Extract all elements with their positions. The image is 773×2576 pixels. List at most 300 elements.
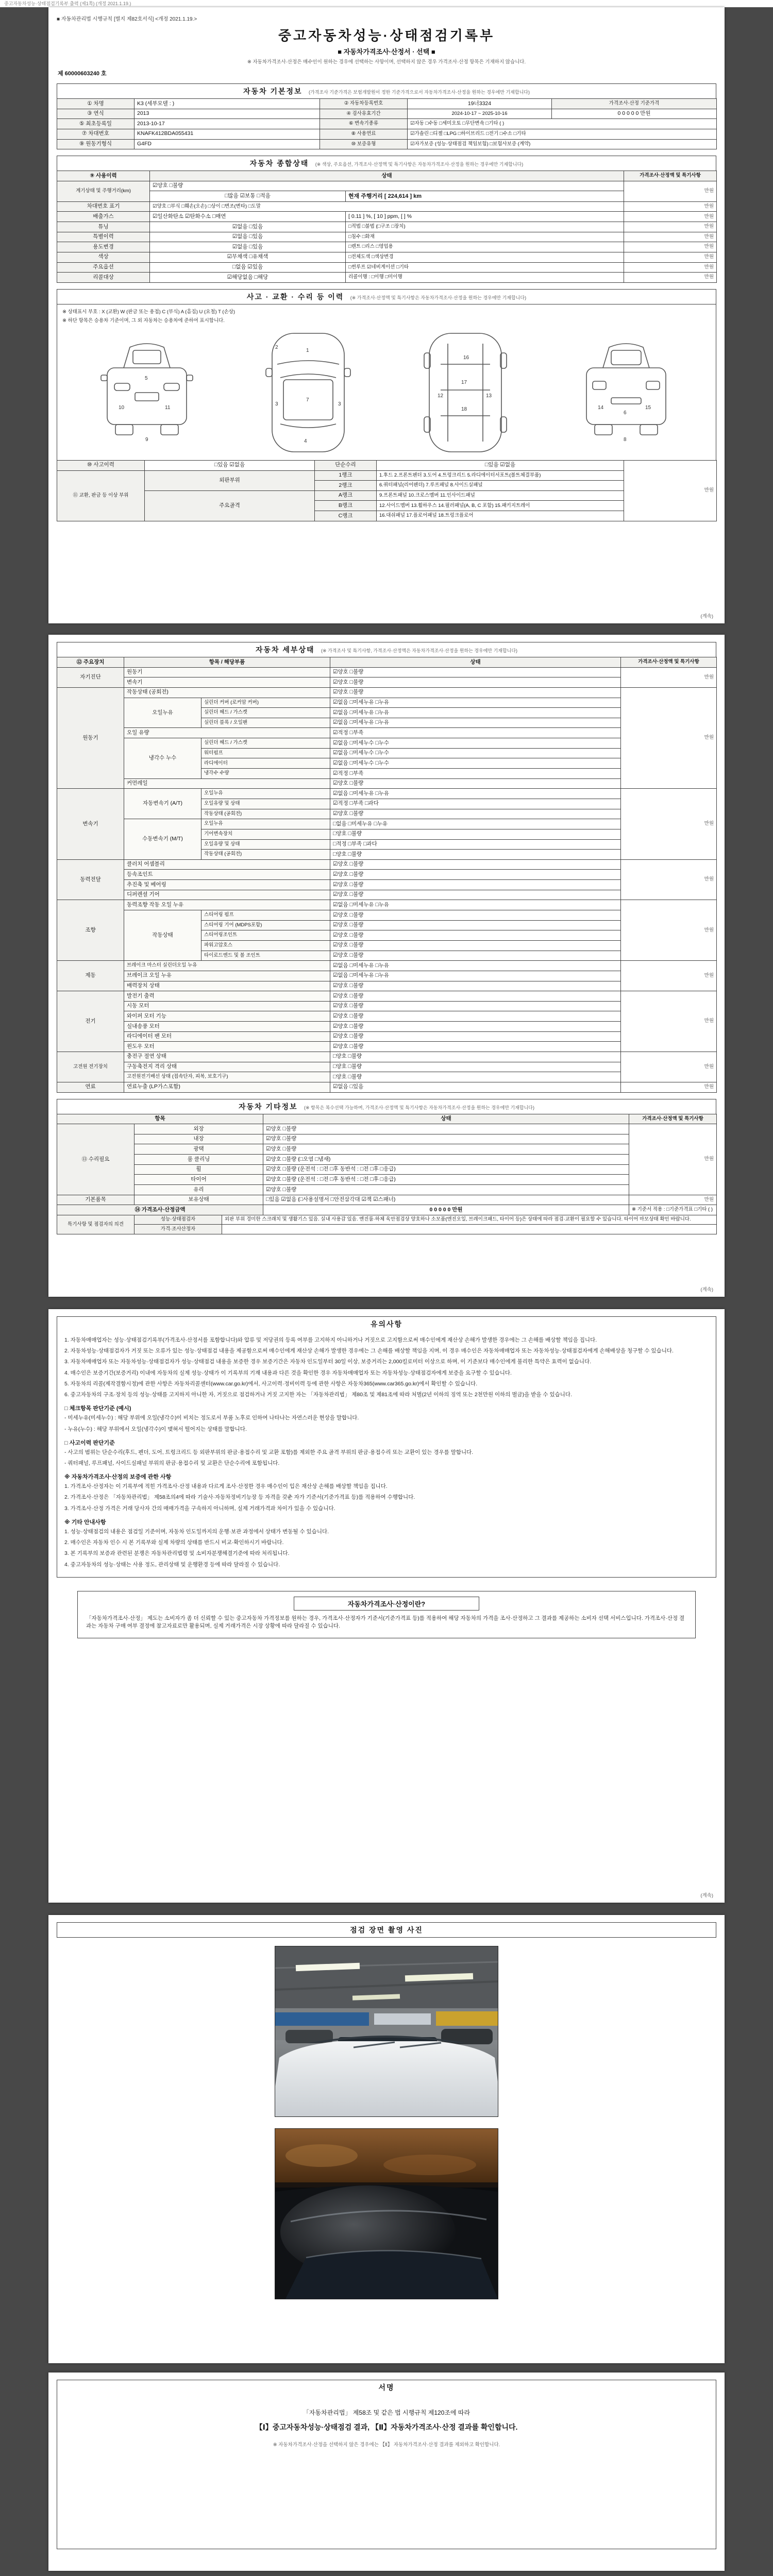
form-reference: ■ 자동차관리법 시행규칙 [별지 제82호서식] <개정 2021.1.19.> — [57, 16, 197, 22]
form-cell: 실린더 블록 / 오일팬 — [201, 718, 330, 728]
form-cell: 만원 — [621, 991, 717, 1052]
notice-paragraph: 3. 자동차매매업자 또는 자동차성능·상태점검자가 성능·상태점검 내용을 보증한 경우 보증기간은 자동차 인도일부터 30일 이상, 보증거리는 2,000킬로미터 이상으로 하며, 이 기준보다 매수인에게 불리한 특약은 효력이 없습니다. — [64, 1359, 592, 1365]
inspection-photos — [57, 1946, 716, 2311]
form-cell: B랭크 — [315, 501, 377, 511]
form-cell: 외판부위 — [145, 470, 315, 490]
notice-paragraph: 2. 매수인은 자동차 인수 시 본 기록부와 실제 차량의 상태를 반드시 비교·확인하시기 바랍니다. — [64, 1539, 284, 1546]
section-accident-title — [57, 289, 716, 304]
print-header-text: 중고자동차성능·상태점검기록부 출력 (제1쪽) (개정 2021.1.19.) — [4, 1, 131, 6]
form-cell: 주요옵션 — [57, 262, 150, 273]
damage-legend-note: ※ 하단 항목은 승용차 기준이며, 그 외 자동차는 승용차에 준하여 표시합니다. — [62, 317, 225, 324]
form-cell: 2013-10-17 — [135, 119, 320, 129]
form-cell: □적법 □불법 (□구조 □장치) — [346, 222, 624, 232]
form-cell: ⑫ 주요장치 — [57, 657, 124, 668]
form-cell: ☑양호 □불량 — [330, 1022, 621, 1032]
svg-text:6: 6 — [624, 410, 627, 416]
form-cell: ☑없음 □있음 — [150, 222, 346, 232]
notice-paragraph: 4. 중고자동차의 성능·상태는 사용 정도, 관리상태 및 운행환경 등에 따라 달라질 수 있습니다. — [64, 1561, 280, 1568]
form-cell: 만원 — [624, 460, 717, 521]
form-cell: □없음 ☑있음 — [150, 262, 346, 273]
svg-text:14: 14 — [598, 405, 604, 411]
accident-subtitle-text: (※ 가격조사·산정액 및 특기사항은 자동차가격조사·산정을 원하는 경우에만 기재합니다) — [350, 295, 527, 300]
form-cell: □없음 □미세누유 □누유 — [330, 819, 621, 829]
form-cell: ☑양호 □불량 — [330, 920, 621, 930]
section-notice-title — [57, 1316, 716, 1331]
form-cell: ☑양호 □불량 (운전석 : □전 □후 동반석 : □전 □후 □응급) — [263, 1164, 629, 1175]
form-cell: 만원 — [621, 789, 717, 859]
form-cell: 자동변속기 (A/T) — [124, 789, 201, 819]
form-cell: G4FD — [135, 139, 320, 149]
signature-statement-line-2: 【Ⅰ】중고자동차성능·상태점검 결과, 【Ⅱ】자동차가격조사·산정 결과를 확인합니다. — [255, 2423, 518, 2431]
form-cell: 외판 부위 경미한 스크래치 및 생활기스 있음. 실내 사용감 있음. 엔진룸·하체 육안점검상 양호하나 소모품(엔진오일, 브레이크패드, 타이어 등)은 상태에 따라 점검·교환이 필요할 수 있습니다. 타이어 마모상태 확인 바랍니다. — [222, 1215, 717, 1224]
inspection-photo-1 — [275, 1946, 498, 2117]
form-cell: 기본품목 — [57, 1195, 135, 1205]
form-cell: 타이로드엔드 및 볼 조인트 — [201, 951, 330, 961]
svg-text:9: 9 — [145, 437, 148, 443]
page-continuation-mark: (계속) — [700, 1893, 713, 1899]
detail-condition-table — [57, 657, 716, 1093]
notice-paragraph: 3. 본 기록부의 보증과 관련된 분쟁은 자동차관리법령 및 소비자분쟁해결기준에 따라 처리됩니다. — [64, 1550, 290, 1557]
form-cell: 실린더 헤드 / 가스켓 — [201, 738, 330, 749]
svg-text:18: 18 — [461, 406, 467, 412]
form-cell: ☑없음 □미세누유 □누유 — [330, 971, 621, 981]
form-cell: ☑양호 □불량 (□오염 □냄새) — [263, 1155, 629, 1165]
form-cell: 제동 — [57, 961, 124, 991]
form-cell: 시동 모터 — [124, 1001, 330, 1011]
form-cell: 만원 — [621, 961, 717, 991]
form-cell: 주요골격 — [145, 490, 315, 521]
form-cell: ☑없음 □미세누수 □누수 — [330, 738, 621, 749]
overall-title-text: 자동차 종합상태 — [249, 159, 309, 168]
form-cell: 만원 — [621, 1052, 717, 1082]
form-cell: 기어변속장치 — [201, 829, 330, 839]
form-cell: 외장 — [135, 1124, 263, 1134]
form-cell: 작동상태 — [124, 910, 201, 961]
form-cell: 보유상태 — [135, 1195, 263, 1205]
form-cell: 라디에이터 팬 모터 — [124, 1031, 330, 1042]
form-cell: ☑적정 □부족 □과다 — [330, 799, 621, 809]
form-cell: ☑양호 □불량 — [330, 951, 621, 961]
form-cell: □침수 □화재 — [346, 232, 624, 242]
svg-text:11: 11 — [165, 405, 171, 411]
page-continuation-mark: (계속) — [700, 614, 713, 619]
form-cell: 오일누유 — [201, 819, 330, 829]
form-cell: □양호 □불량 — [330, 1062, 621, 1072]
form-cell: ☑무채색 □유채색 — [150, 252, 346, 262]
notice-paragraph: - 쿼터패널, 루프패널, 사이드실패널 부위의 판금·용접수리 및 교환은 단순수리에 포함됩니다. — [64, 1460, 280, 1466]
form-cell: ☑양호 □불량 — [330, 667, 621, 677]
form-cell: ☑없음 □있음 — [150, 242, 346, 252]
form-cell: 동력전달 — [57, 859, 124, 900]
form-cell: ☑없음 □미세누유 □누유 — [330, 900, 621, 910]
form-cell: 만원 — [629, 1124, 717, 1195]
form-cell: 연료누출 (LP가스포함) — [124, 1082, 330, 1092]
notice-heading: ※ 기타 안내사항 — [64, 1519, 106, 1526]
form-cell: 윈도우 모터 — [124, 1042, 330, 1052]
form-cell: 브레이크 마스터 실린더오일 누유 — [124, 961, 330, 971]
form-cell: ⑬ 수리필요 — [57, 1124, 135, 1195]
form-cell: 실린더 커버 (로커암 커버) — [201, 698, 330, 708]
form-cell: ☑양호 □불량 — [150, 181, 624, 191]
form-cell: A랭크 — [315, 490, 377, 501]
inspector-opinion-table — [57, 1215, 716, 1234]
notice-paragraph: - 미세누유(미세누수) : 해당 부위에 오일(냉각수)이 비치는 정도로서 부품 노후로 인하여 나타나는 자연스러운 현상을 말합니다. — [64, 1415, 359, 1421]
form-cell: ① 차명 — [57, 99, 135, 109]
form-cell: ☑없음 □미세누유 □누유 — [330, 718, 621, 728]
form-cell: 가격조사·산정액 및 특기사항 — [621, 657, 717, 668]
form-cell: □전체도색 □색상변경 — [346, 252, 624, 262]
form-cell: ※ 기준서 적용 : □기준가격표 □기타 ( ) — [629, 1205, 717, 1215]
svg-text:16: 16 — [463, 354, 469, 361]
form-cell: ⑧ 사용연료 — [320, 129, 408, 139]
signature-title-text: 서명 — [378, 2383, 395, 2392]
form-cell: 오일누유 — [124, 698, 201, 728]
form-cell: ☑없음 □미세누유 □누유 — [330, 698, 621, 708]
form-cell: 단순수리 — [315, 460, 377, 470]
form-cell: ☑적정 □부족 — [330, 728, 621, 738]
signature-note: ※ 자동차가격조사·산정을 선택하지 않은 경우에는 【Ⅱ】 자동차가격조사·산정 결과를 제외하고 확인합니다. — [273, 2442, 500, 2448]
form-cell: ☑양호 □불량 — [330, 809, 621, 819]
form-cell: ☑일산화탄소 ☑탄화수소 □매연 — [150, 212, 346, 222]
form-cell: 6.쿼터패널(리어펜더) 7.루프패널 8.사이드실패널 — [377, 481, 624, 491]
form-cell: 만원 — [624, 232, 717, 242]
photos-title-text: 점검 장면 촬영 사진 — [350, 1926, 423, 1934]
car-rear-view-diagram — [567, 332, 685, 453]
etc-title-text: 자동차 기타정보 — [239, 1102, 298, 1111]
form-cell: 상태 — [150, 171, 624, 181]
notice-paragraph: - 누유(누수) : 해당 부위에서 오일(냉각수)이 맺혀서 떨어지는 상태를 말합니다. — [64, 1426, 247, 1432]
form-cell: ☑없음 □미세누수 □누수 — [330, 758, 621, 769]
notice-paragraph: 2. 자동차성능·상태점검자가 거짓 또는 오류가 있는 성능·상태점검 내용을 제공함으로써 매수인에게 재산상 손해가 발생한 경우에는 그 손해를 배상할 책임을 지며, 이 경우 매수인은 자동차매매업자 또는 자동차성능·상태점검자에게 손해배상을 청구할 수 있습니다. — [64, 1348, 674, 1354]
section-photos-title — [57, 1922, 716, 1938]
form-cell: 2024-10-17 ~ 2025-10-16 — [408, 109, 552, 119]
form-cell: 고전원전기배선 상태 (접속단자, 피복, 보호기구) — [124, 1072, 330, 1082]
form-cell: ☑양호 □불량 — [330, 870, 621, 880]
signature-statement-line-1: 「자동차관리법」 제58조 및 같은 법 시행규칙 제120조에 따라 — [303, 2409, 470, 2416]
form-cell: ☑자동 □수동 □세미오토 □무단변속 □기타 ( ) — [408, 119, 717, 129]
form-cell: ☑없음 □미세누유 □누유 — [330, 961, 621, 971]
form-cell: 현재 주행거리 [ 224,614 ] km — [346, 191, 624, 201]
damage-legend-codes: ※ 상태표시 부호 : X (교환) W (판금 또는 용접) C (부식) A (흠집) U (요철) T (손상) — [62, 309, 236, 315]
form-cell: 작동상태 (공회전) — [201, 850, 330, 860]
page-4 — [48, 1915, 725, 2363]
form-cell: 원동기 — [124, 667, 330, 677]
form-cell: ☑양호 □부식 □훼손(오손) □상이 □변조(변타) □도말 — [150, 201, 624, 212]
form-cell: ② 자동차등록번호 — [320, 99, 408, 109]
svg-text:3: 3 — [275, 401, 278, 407]
form-cell: 항목 — [57, 1114, 263, 1124]
form-cell: 차대번호 표기 — [57, 201, 150, 212]
form-cell: 19너3324 — [408, 99, 552, 109]
form-cell: ☑양호 □불량 — [330, 1031, 621, 1042]
form-cell: 디퍼렌셜 기어 — [124, 890, 330, 900]
form-cell: □썬루프 ☑네비게이션 □기타 — [346, 262, 624, 273]
form-cell: 계기상태 및 주행거리(km) — [57, 181, 150, 201]
form-cell: 휠 — [135, 1164, 263, 1175]
form-cell: 상태 — [263, 1114, 629, 1124]
document-title: 중고자동차성능·상태점검기록부 — [278, 28, 495, 43]
section-overall-title — [57, 156, 716, 171]
form-cell: 동력조향 작동 오일 누유 — [124, 900, 330, 910]
price-survey-info-body: 「자동차가격조사·산정」 제도는 소비자가 좀 더 신뢰할 수 있는 중고자동차 가격정보를 원하는 경우, 가격조사·산정자가 기준서(기준가격표 등)를 적용하여 해당 자동차의 가격을 조사·산정하고 그 결과를 제공하는 소비자 선택 서비스입니다. 가격조사·산정 결과는 자동차 구매 여부 결정에 참고자료로만 활용되며, 실제 거래가격은 시장 상황에 따라 달라질 수 있습니다. — [86, 1615, 685, 1630]
notices — [57, 1331, 716, 1578]
form-cell: [ 0.11 ] %, [ 10 ] ppm, [ ] % — [346, 212, 624, 222]
form-cell: ☑적정 □부족 — [330, 769, 621, 779]
form-cell: ☑양호 □불량 — [330, 910, 621, 921]
form-cell: 2랭크 — [315, 481, 377, 491]
form-cell: ⑦ 차대번호 — [57, 129, 135, 139]
form-cell: 만원 — [624, 252, 717, 262]
form-cell: 0 0 0 0 0 만원 — [263, 1205, 629, 1215]
form-cell: 룸 클리닝 — [135, 1155, 263, 1165]
form-cell: 리콜대상 — [57, 273, 150, 283]
section-signature-title — [57, 2380, 716, 2395]
form-cell: 충전구 절연 상태 — [124, 1052, 330, 1062]
detail-title-text: 자동차 세부상태 — [255, 646, 315, 654]
form-cell: ☑없음 □있음 — [330, 1082, 621, 1092]
form-cell: 만원 — [621, 687, 717, 788]
car-diagrams — [62, 325, 711, 458]
svg-text:2: 2 — [275, 344, 278, 350]
svg-text:1: 1 — [306, 347, 309, 353]
car-top-view-diagram — [253, 328, 363, 457]
form-cell: 만원 — [621, 1082, 717, 1092]
form-cell: 특기사항 및 점검자의 의견 — [57, 1215, 135, 1234]
form-cell: ☑가솔린 □디젤 □LPG □하이브리드 □전기 □수소 □기타 — [408, 129, 717, 139]
form-cell: 배력장치 상태 — [124, 981, 330, 991]
form-cell: 상태 — [330, 657, 621, 668]
car-front-view-diagram — [88, 332, 206, 453]
form-cell: 실내송풍 모터 — [124, 1022, 330, 1032]
etc-subtitle-text: (※ 항목은 복수선택 가능하며, 가격조사·산정액 및 특기사항은 자동차가격조사·산정을 원하는 경우에만 기재합니다) — [304, 1105, 534, 1110]
notice-title-text: 유의사항 — [370, 1320, 403, 1328]
form-cell: 성능·상태점검자 — [135, 1215, 222, 1224]
form-cell: 2013 — [135, 109, 320, 119]
form-cell: 만원 — [621, 667, 717, 687]
form-cell: 파워고압호스 — [201, 940, 330, 951]
form-cell: 용도변경 — [57, 242, 150, 252]
notice-heading: □ 체크항목 판단기준 (예시) — [64, 1405, 131, 1412]
form-cell: ☑양호 □불량 — [330, 930, 621, 941]
form-cell: 구동축전지 격리 상태 — [124, 1062, 330, 1072]
form-cell: 실린더 헤드 / 가스켓 — [201, 708, 330, 718]
form-cell: ☑양호 □불량 — [330, 1042, 621, 1052]
form-cell: 9.프론트패널 10.크로스멤버 11.인사이드패널 — [377, 490, 624, 501]
form-cell: □양호 □불량 — [330, 1052, 621, 1062]
form-cell: ☑없음 □있음 — [150, 232, 346, 242]
form-cell: 튜닝 — [57, 222, 150, 232]
form-cell: ⑨ 사용이력 — [57, 171, 150, 181]
form-cell: 작동상태 (공회전) — [201, 809, 330, 819]
form-cell: 만원 — [621, 859, 717, 900]
form-cell: ⑨ 원동기형식 — [57, 139, 135, 149]
form-cell: 특별이력 — [57, 232, 150, 242]
form-cell: 만원 — [624, 212, 717, 222]
svg-text:8: 8 — [624, 437, 627, 443]
form-cell: 냉각수 수량 — [201, 769, 330, 779]
basic-title-text: 자동차 기본정보 — [243, 87, 303, 95]
form-cell: 커먼레일 — [124, 778, 330, 789]
inspection-photo-2 — [275, 2128, 498, 2299]
form-cell: 원동기 — [57, 687, 124, 788]
svg-text:15: 15 — [645, 405, 651, 411]
svg-text:7: 7 — [306, 397, 309, 403]
form-cell: 가격조사·산정액 및 특기사항 — [629, 1114, 717, 1124]
form-cell: 오일유량 및 상태 — [201, 799, 330, 809]
section-detail-title — [57, 642, 716, 657]
form-cell: ☑양호 □불량 — [330, 991, 621, 1002]
section-basic-title — [57, 83, 716, 98]
form-cell: □있음 ☑없음 — [377, 460, 624, 470]
form-cell: □양호 □불량 — [330, 850, 621, 860]
document-subnote: ※ 자동차가격조사·산정은 매수인이 원하는 경우에 선택하는 사항이며, 선택하지 않은 경우 가격조사·산정 항목은 기재하지 않습니다. — [247, 59, 526, 65]
form-cell: 냉각수 누수 — [124, 738, 201, 779]
form-cell: 만원 — [624, 201, 717, 212]
price-survey-info-title: 자동차가격조사·산정이란? — [294, 1597, 479, 1611]
form-cell: 오일 유량 — [124, 728, 330, 738]
form-cell: 만원 — [624, 222, 717, 232]
svg-text:3: 3 — [338, 401, 341, 407]
svg-text:5: 5 — [145, 376, 148, 382]
form-cell: 색상 — [57, 252, 150, 262]
form-cell: 타이어 — [135, 1175, 263, 1185]
svg-text:17: 17 — [461, 379, 467, 385]
form-cell: ☑양호 □불량 — [330, 687, 621, 698]
form-cell: 배출가스 — [57, 212, 150, 222]
notice-heading: □ 사고이력 판단기준 — [64, 1439, 115, 1446]
form-cell: ☑양호 □불량 — [263, 1144, 629, 1155]
svg-text:12: 12 — [438, 393, 444, 399]
form-cell: ☑양호 □불량 — [330, 981, 621, 991]
page-3 — [48, 1309, 725, 1903]
page-1 — [48, 7, 725, 623]
document-number: 제 60000603240 호 — [58, 71, 107, 77]
form-cell: 만원 — [624, 181, 717, 201]
document-subtitle: ■ 자동차가격조사·산정서 · 선택 ■ — [338, 48, 435, 56]
basic-info-table — [57, 98, 716, 149]
form-cell: 클러치 어셈블리 — [124, 859, 330, 870]
form-cell: 라디에이터 — [201, 758, 330, 769]
detail-subtitle-text: (※ 가격조사 및 특기사항, 가격조사·산정액은 자동차가격조사·산정을 원하는 경우에만 기재합니다) — [321, 648, 518, 653]
form-cell: ☑양호 □불량 — [330, 1011, 621, 1022]
price-survey-info-box — [77, 1591, 696, 1639]
notice-paragraph: 1. 가격조사·산정자는 이 기록부에 적힌 가격조사·산정 내용과 다르게 조사·산정한 경우 매수인이 입은 재산상 손해를 배상할 책임을 집니다. — [64, 1483, 388, 1490]
form-cell: □많음 ☑보통 □적음 — [150, 191, 346, 201]
svg-text:10: 10 — [119, 405, 125, 411]
form-cell: 브레이크 오일 누유 — [124, 971, 330, 981]
form-cell: 고전원 전기장치 — [57, 1052, 124, 1082]
form-cell: □렌트 □리스 □영업용 — [346, 242, 624, 252]
form-cell: 스티어링 펌프 — [201, 910, 330, 921]
form-cell: 변속기 — [57, 789, 124, 859]
form-cell: ☑양호 □불량 — [263, 1134, 629, 1144]
form-cell: K3 (세부모델 : ) — [135, 99, 320, 109]
form-cell: 0 0 0 0 0 만원 — [552, 109, 717, 119]
form-cell: C랭크 — [315, 511, 377, 521]
form-cell: □있음 ☑없음 (□사용설명서 □안전삼각대 ☑잭 ☑스패너) — [263, 1195, 629, 1205]
form-cell: ⑩ 보증유형 — [320, 139, 408, 149]
form-cell: 12.사이드멤버 13.휠하우스 14.필러패널(A, B, C 포함) 15.패키지트레이 — [377, 501, 624, 511]
print-header — [0, 0, 773, 7]
form-cell: 와이퍼 모터 기능 — [124, 1011, 330, 1022]
form-cell: ③ 연식 — [57, 109, 135, 119]
form-cell: 워터펌프 — [201, 748, 330, 758]
accident-title-text: 사고 · 교환 · 수리 등 이력 — [246, 292, 344, 301]
form-cell: ⑪ 교환, 판금 등 이상 부위 — [57, 470, 145, 521]
form-cell: 수동변속기 (M/T) — [124, 819, 201, 860]
form-cell: 유리 — [135, 1185, 263, 1195]
form-cell: □있음 ☑없음 — [145, 460, 315, 470]
form-cell: 오일누유 — [201, 789, 330, 799]
form-cell: 만원 — [629, 1195, 717, 1205]
notice-paragraph: 5. 자동차의 리콜(제작결함시정)에 관한 사항은 자동차리콜센터(www.car.go.kr)에서, 사고이력·정비이력 등에 관한 사항은 자동차365(www.car365.go.kr)에서 확인할 수 있습니다. — [64, 1380, 478, 1387]
form-cell: 광택 — [135, 1144, 263, 1155]
svg-text:13: 13 — [486, 393, 492, 399]
form-cell: 항목 / 해당부품 — [124, 657, 330, 668]
notice-paragraph: 2. 가격조사·산정은 「자동차관리법」 제58조의4에 따라 기술사·자동차정비기능장 등 자격을 갖춘 자가 기준서(기준가격표 등)를 적용하여 수행합니다. — [64, 1494, 415, 1501]
signature-body — [57, 2395, 716, 2549]
form-cell: 만원 — [624, 273, 717, 283]
form-cell: ☑양호 □불량 — [330, 1001, 621, 1011]
form-cell: 가격조사·산정 기준가격 — [552, 99, 717, 109]
form-cell: ⑤ 최초등록일 — [57, 119, 135, 129]
notice-heading: ※ 자동차가격조사·산정의 보증에 관한 사항 — [64, 1474, 172, 1481]
form-cell: 16.대쉬패널 17.플로어패널 18.트렁크플로어 — [377, 511, 624, 521]
form-cell: ☑양호 □불량 — [330, 940, 621, 951]
form-cell: 전기 — [57, 991, 124, 1052]
form-cell: 추진축 및 베어링 — [124, 880, 330, 890]
form-cell: ☑양호 □불량 — [263, 1124, 629, 1134]
page-2 — [48, 635, 725, 1297]
car-underbody-view-diagram — [410, 328, 520, 457]
form-cell: 만원 — [621, 900, 717, 961]
form-cell: 리콜이행 : □이행 □미이행 — [346, 273, 624, 283]
form-cell: 스티어링조인트 — [201, 930, 330, 941]
form-cell: 만원 — [624, 242, 717, 252]
form-cell: ☑자가보증 (성능·상태점검 책임보험) □보험사보증 (계약) — [408, 139, 717, 149]
notice-paragraph: 1. 성능·상태점검의 내용은 점검일 기준이며, 자동차 인도일까지의 운행·보관 과정에서 상태가 변동될 수 있습니다. — [64, 1528, 329, 1535]
form-cell: 연료 — [57, 1082, 124, 1092]
form-cell: □양호 □불량 — [330, 1072, 621, 1082]
form-cell: 내장 — [135, 1134, 263, 1144]
form-cell: ☑양호 □불량 — [263, 1185, 629, 1195]
form-cell: ⑭ 가격조사·산정금액 — [57, 1205, 263, 1215]
form-cell: 조향 — [57, 900, 124, 961]
page-continuation-mark: (계속) — [700, 1287, 713, 1293]
accident-history-table — [57, 460, 716, 521]
form-cell: ⑩ 사고이력 — [57, 460, 145, 470]
form-cell: 작동상태 (공회전) — [124, 687, 330, 698]
notice-paragraph: 6. 중고자동차의 구조·장치 등의 성능·상태를 고지하지 아니한 자, 거짓으로 점검하거나 거짓 고지한 자는 「자동차관리법」 제80조 및 제81조에 따라 처벌(2년 이하의 징역 또는 2천만원 이하의 벌금)을 받을 수 있습니다. — [64, 1392, 572, 1398]
notice-paragraph: - 사고의 범위는 단순수리(후드, 펜더, 도어, 트렁크리드 등 외판부위의 판금·용접수리 및 교환 포함)를 제외한 주요 골격 부위의 판금·용접수리 또는 교환이 있는 경우를 말합니다. — [64, 1449, 474, 1455]
notice-paragraph: 3. 가격조사·산정 가격은 거래 당사자 간의 매매가격을 구속하지 아니하며, 실제 거래가격과 차이가 있을 수 있습니다. — [64, 1505, 335, 1512]
form-cell: ☑없음 □미세누수 □누수 — [330, 748, 621, 758]
form-cell: ☑양호 □불량 (운전석 : □전 □후 동반석 : □전 □후 □응급) — [263, 1175, 629, 1185]
form-cell: ☑없음 □미세누유 □누유 — [330, 708, 621, 718]
form-cell: 발전기 출력 — [124, 991, 330, 1002]
form-cell: 등속조인트 — [124, 870, 330, 880]
form-cell: ☑없음 □미세누유 □누유 — [330, 789, 621, 799]
form-cell: 만원 — [624, 262, 717, 273]
form-cell: 자기진단 — [57, 667, 124, 687]
svg-text:4: 4 — [304, 438, 307, 444]
form-cell: 1.후드 2.프론트펜더 3.도어 4.트렁크리드 5.라디에이터서포트(볼트체결부품) — [377, 470, 624, 481]
notice-paragraph: 1. 자동차매매업자는 성능·상태점검기록부(가격조사·산정서를 포함합니다)와 압류 및 저당권의 등록 여부를 고지하지 아니하거나 거짓으로 고지함으로써 매수인에게 재산상 손해가 발생한 경우에는 그 손해를 배상할 책임을 집니다. — [64, 1337, 597, 1343]
form-cell: 1랭크 — [315, 470, 377, 481]
etc-info-table — [57, 1114, 716, 1215]
form-cell: ☑양호 □불량 — [330, 880, 621, 890]
form-cell: 가격·조사산정자 — [135, 1225, 222, 1234]
